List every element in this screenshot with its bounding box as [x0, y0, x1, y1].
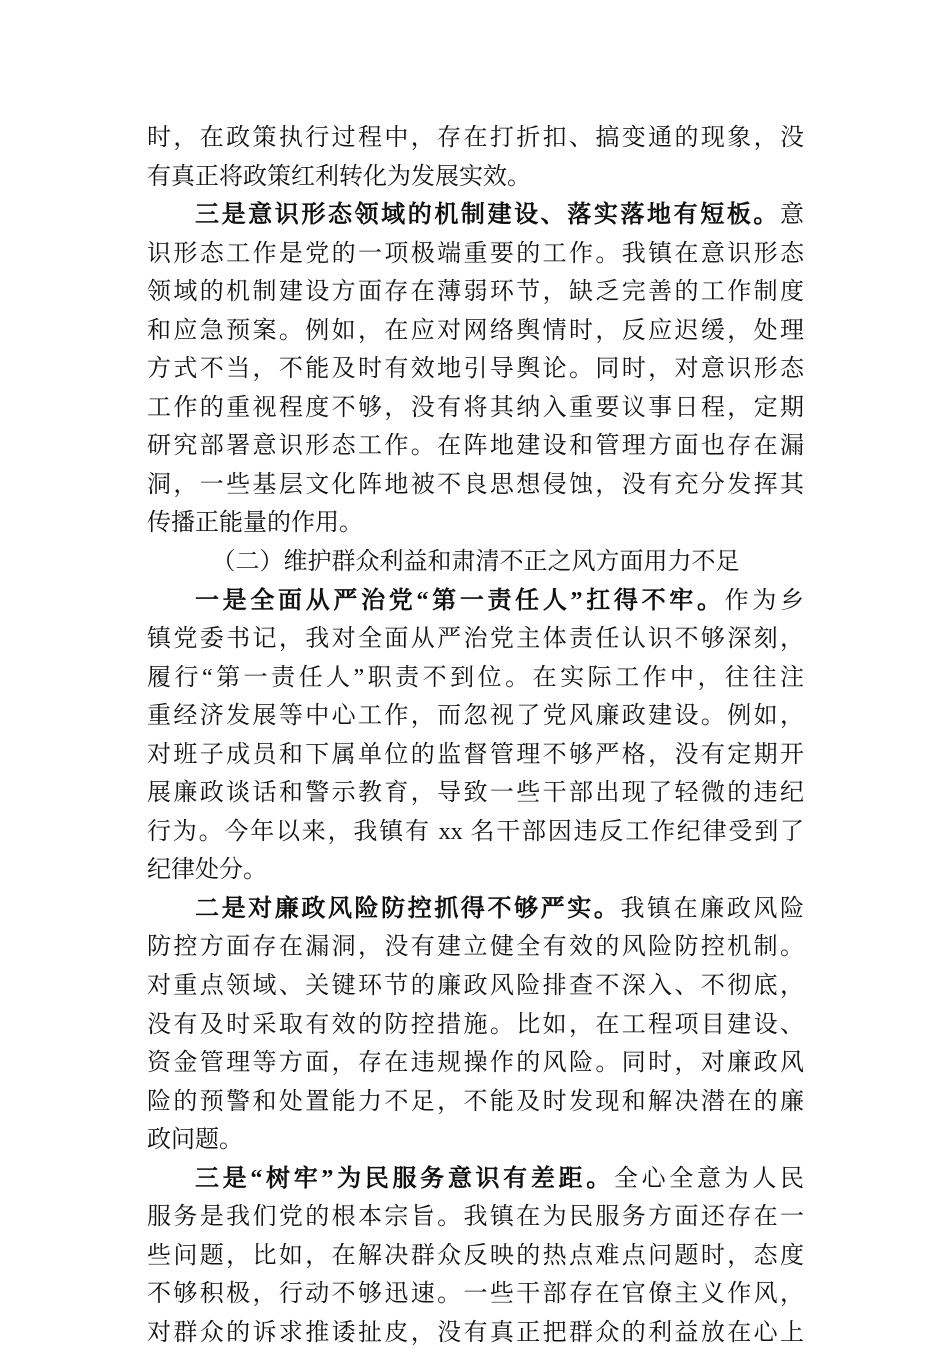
item-text: 全心全意为人民: [613, 1165, 805, 1192]
paragraph-line: 行为。今年以来，我镇有 xx 名干部因违反工作纪律受到了: [147, 818, 804, 845]
item-text: 我镇在廉政风险: [620, 895, 804, 922]
paragraph-line: 险的预警和处置能力不足，不能及时发现和解决潜在的廉: [147, 1088, 804, 1115]
paragraph-first-line: [147, 890, 804, 929]
paragraph-line: 对群众的诉求推诿扯皮，没有真正把群众的利益放在心上: [147, 1319, 804, 1346]
paragraph-line: 镇党委书记，我对全面从严治党主体责任认识不够深刻，: [147, 626, 804, 653]
paragraph-line: 履行“第一责任人”职责不到位。在实际工作中，往往注: [147, 664, 804, 691]
item-title: 一是全面从严治党“第一责任人”扛得不牢。: [195, 587, 725, 614]
paragraph-line: 工作的重视程度不够，没有将其纳入重要议事日程，定期: [147, 394, 804, 421]
paragraph-line: 服务是我们党的根本宗旨。我镇在为民服务方面还存在一: [147, 1204, 804, 1231]
paragraph-line: 不够积极，行动不够迅速。一些干部存在官僚主义作风，: [147, 1281, 804, 1308]
paragraph-line: 有真正将政策红利转化为发展实效。: [147, 163, 531, 190]
item-title: 三是“树牢”为民服务意识有差距。: [195, 1165, 614, 1192]
paragraph-line: 方式不当，不能及时有效地引导舆论。同时，对意识形态: [147, 356, 804, 383]
section-heading: （二）维护群众利益和肃清不正之风方面用力不足: [211, 549, 740, 576]
paragraph-line: 些问题，比如，在解决群众反映的热点难点问题时，态度: [147, 1242, 804, 1269]
paragraph-line: 传播正能量的作用。: [147, 510, 363, 537]
item-title: 二是对廉政风险防控抓得不够严实。: [195, 895, 621, 922]
paragraph-line: 对班子成员和下属单位的监督管理不够严格，没有定期开: [147, 741, 804, 768]
document-body: [147, 119, 804, 1353]
paragraph-first-line: [147, 196, 804, 235]
paragraph-first-line: [147, 1160, 804, 1199]
item-title: 三是意识形态领域的机制建设、落实落地有短板。: [195, 202, 780, 229]
paragraph-line: 重经济发展等中心工作，而忽视了党风廉政建设。例如，: [147, 703, 804, 730]
paragraph-line: 识形态工作是党的一项极端重要的工作。我镇在意识形态: [147, 240, 804, 267]
item-text: 作为乡: [724, 587, 805, 614]
paragraph-line: 洞，一些基层文化阵地被不良思想侵蚀，没有充分发挥其: [147, 471, 804, 498]
paragraph-line: 资金管理等方面，存在违规操作的风险。同时，对廉政风: [147, 1050, 804, 1077]
paragraph-line: 防控方面存在漏洞，没有建立健全有效的风险防控机制。: [147, 934, 804, 961]
paragraph-line: 领域的机制建设方面存在薄弱环节，缺乏完善的工作制度: [147, 279, 804, 306]
paragraph-line: 时，在政策执行过程中，存在打折扣、搞变通的现象，没: [147, 125, 804, 151]
paragraph-line: 对重点领域、关键环节的廉政风险排查不深入、不彻底，: [147, 973, 804, 1000]
paragraph-first-line: [147, 582, 804, 621]
paragraph-line: 政问题。: [147, 1127, 243, 1154]
item-text: 意: [780, 202, 804, 229]
paragraph-line: 和应急预案。例如，在应对网络舆情时，反应迟缓，处理: [147, 317, 804, 344]
paragraph-line: 研究部署意识形态工作。在阵地建设和管理方面也存在漏: [147, 433, 804, 460]
paragraph-line: 纪律处分。: [147, 857, 267, 884]
paragraph-line: 没有及时采取有效的防控措施。比如，在工程项目建设、: [147, 1011, 804, 1038]
paragraph-line: 展廉政谈话和警示教育，导致一些干部出现了轻微的违纪: [147, 780, 804, 807]
